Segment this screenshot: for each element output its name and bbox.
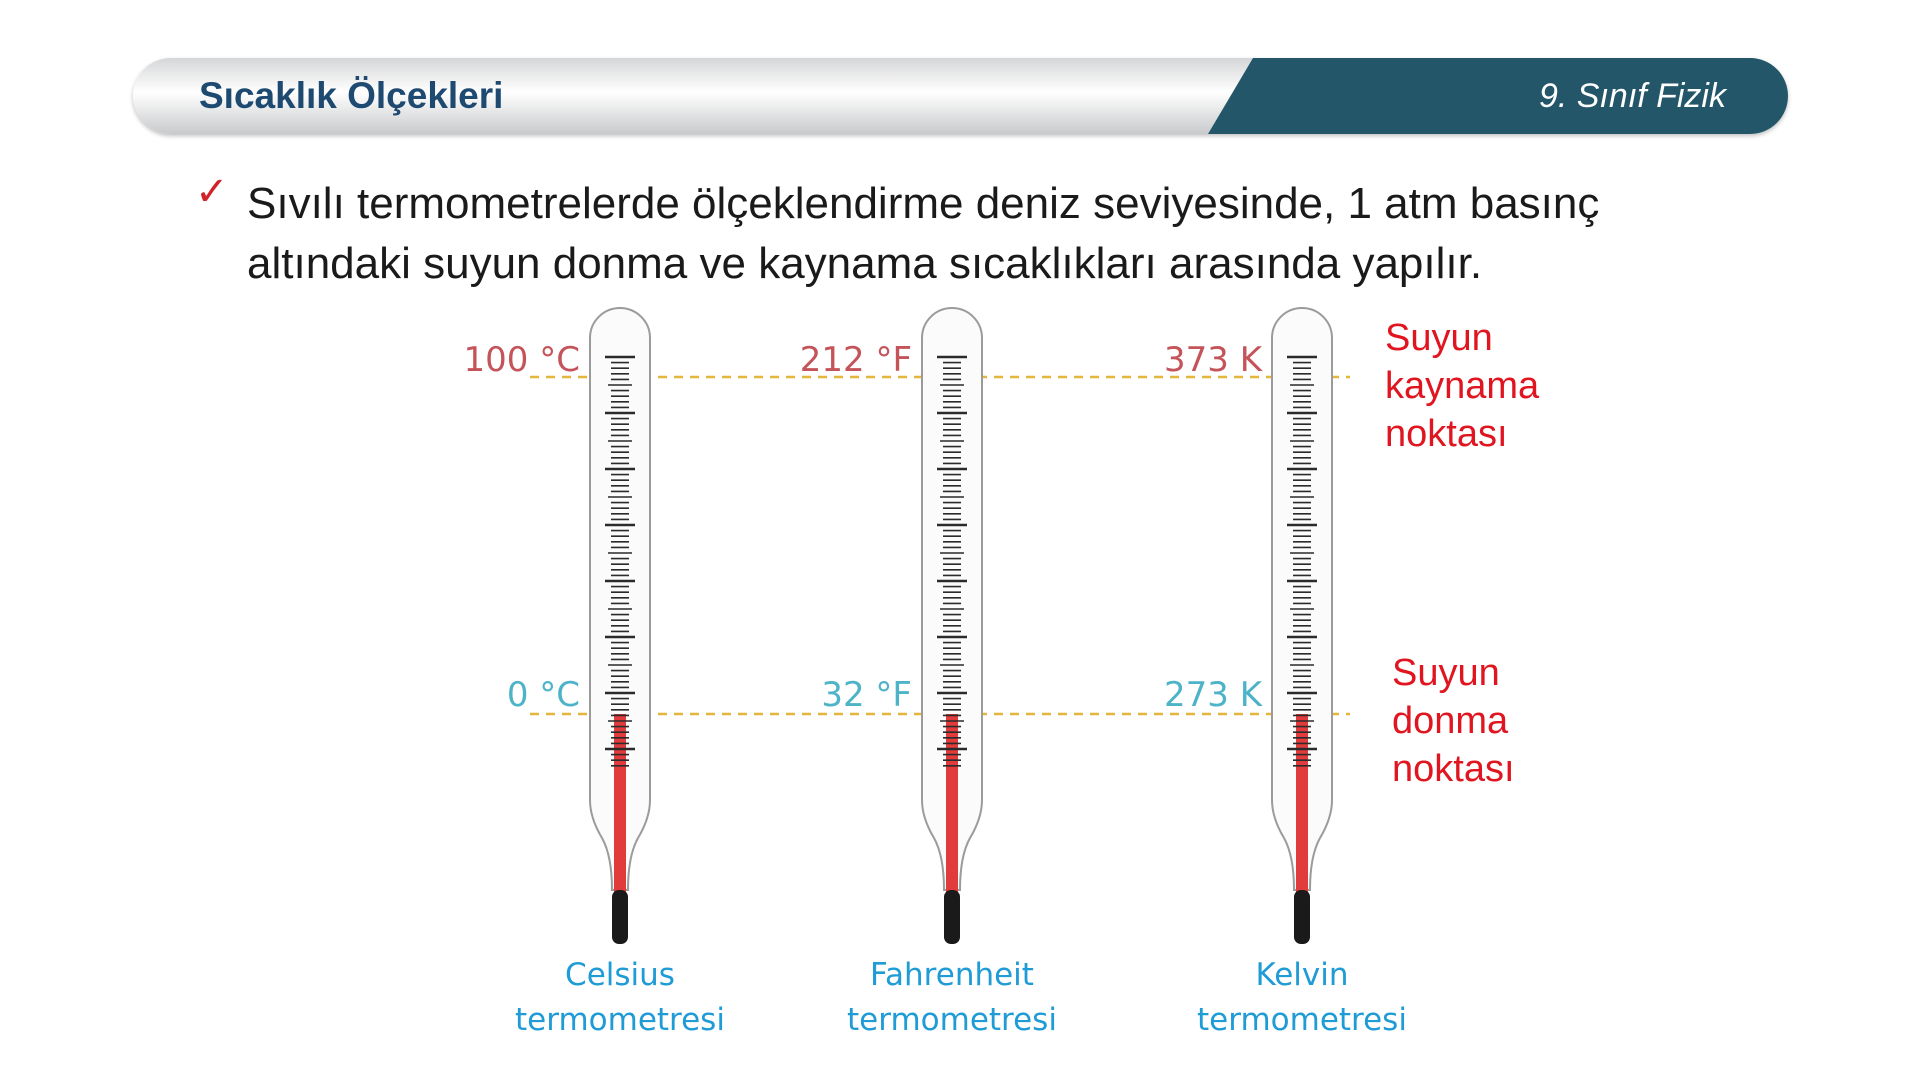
thermometer-name-3: Kelvin [1255, 957, 1349, 993]
freezing-value-2: 32 °F [821, 675, 912, 715]
thermometer-3 [1272, 308, 1332, 944]
thermometer-2 [922, 308, 982, 944]
boiling-value-3: 373 K [1164, 340, 1262, 380]
thermometer-name-2: Fahrenheit [870, 957, 1034, 993]
thermometer-bulb [1294, 890, 1310, 944]
thermometer-subname-1: termometresi [515, 1002, 725, 1038]
boiling-value-1: 100 °C [463, 340, 580, 380]
boiling-label-line-1: Suyun [1385, 317, 1493, 359]
course-label: 9. Sınıf Fizik [1538, 77, 1726, 115]
freezing-value-3: 273 K [1164, 675, 1262, 715]
thermometer-bulb [612, 890, 628, 944]
freezing-label-line-3: noktası [1392, 748, 1515, 790]
freezing-label-line-1: Suyun [1392, 652, 1500, 694]
boiling-label-line-2: kaynama [1385, 365, 1540, 407]
mercury-column [1296, 714, 1308, 894]
slide-title: Sıcaklık Ölçekleri [199, 75, 504, 116]
statement-line-1: Sıvılı termometrelerde ölçeklendirme deniz seviyesinde, 1 atm basınç [247, 179, 1600, 228]
mercury-column [614, 714, 626, 894]
thermometer-name-1: Celsius [565, 957, 675, 993]
freezing-value-1: 0 °C [506, 675, 580, 715]
thermometer-subname-3: termometresi [1197, 1002, 1407, 1038]
mercury-column [946, 714, 958, 894]
thermometer-1 [590, 308, 650, 944]
freezing-label-line-2: donma [1392, 700, 1509, 742]
boiling-value-2: 212 °F [799, 340, 912, 380]
boiling-label-line-3: noktası [1385, 413, 1508, 455]
thermometer-subname-2: termometresi [847, 1002, 1057, 1038]
check-icon: ✓ [195, 169, 229, 215]
statement-line-2: altındaki suyun donma ve kaynama sıcaklıkları arasında yapılır. [247, 239, 1483, 288]
thermometer-bulb [944, 890, 960, 944]
